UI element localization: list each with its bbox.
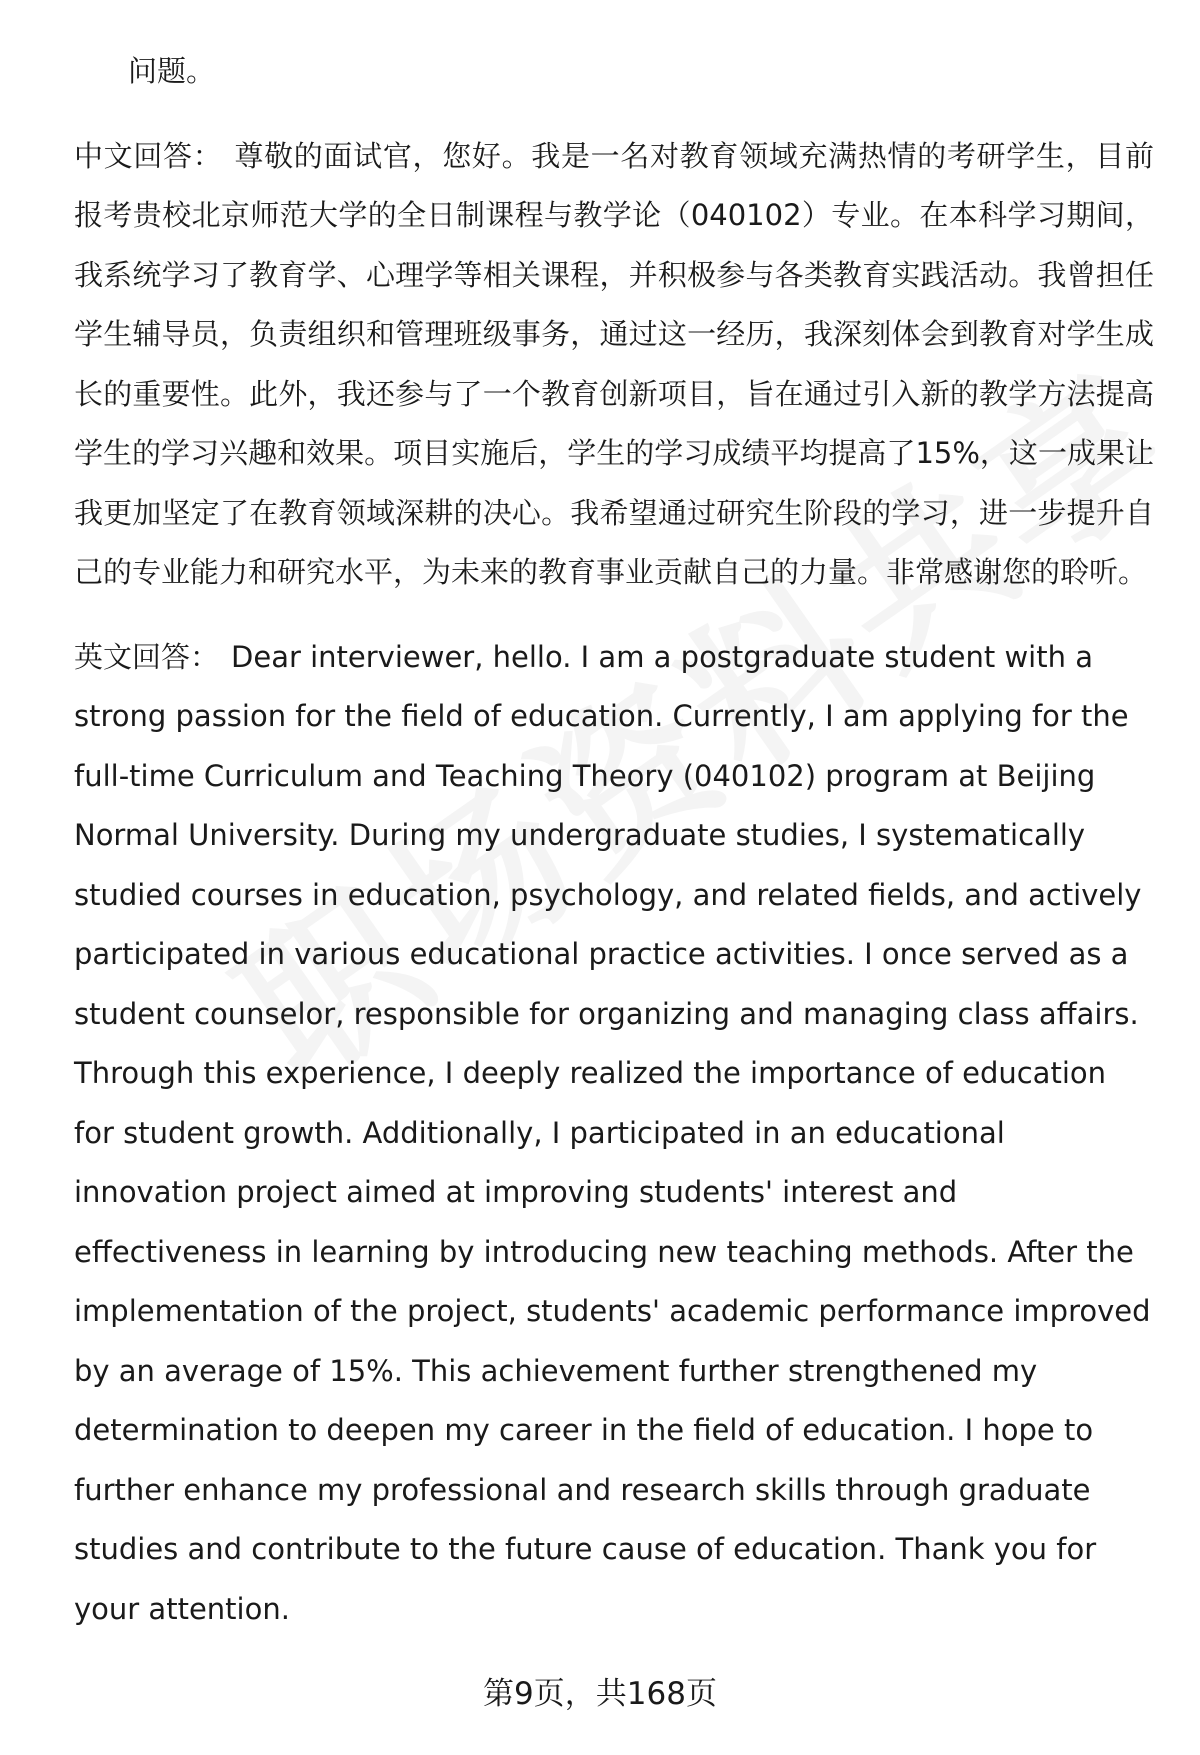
continuation-text: 问题。 <box>128 54 216 88</box>
page-content <box>74 42 1154 1639</box>
page-indicator: 第9页，共168页 <box>483 1676 717 1712</box>
chinese-answer-label: 中文回答： <box>74 138 223 173</box>
english-answer <box>74 628 1154 1640</box>
chinese-answer-text: 尊敬的面试官，您好。我是一名对教育领域充满热情的考研学生，目前报考贵校北京师范大学的全日制课程与教学论（040102）专业。在本科学习期间，我系统学习了教育学、心理学等相关课程，并积极参与各类教育实践活动。我曾担任学生辅导员，负责组织和管理班级事务，通过这一经历，我深刻体会到教育对学生成长的重要性。此外，我还参与了一个教育创新项目，旨在通过引入新的教学方法提高学生的学习兴趣和效果。项目实施后，学生的学习成绩平均提高了15%，这一成果让我更加坚定了在教育领域深耕的决心。我希望通过研究生阶段的学习，进一步提升自己的专业能力和研究水平，为未来的教育事业贡献自己的力量。非常感谢您的聆听。 <box>74 138 1154 589</box>
english-answer-text: Dear interviewer, hello. I am a postgraduate student with a strong passion for the field of education. Currently, I am applying for the full-time Curriculum and Teaching Theory (040102) program at Beijing Normal University. During my undergraduate studies, I systematically studied courses in education, psychology, and related fields, and actively participated in various educational practice activities. I once served as a student counselor, responsible for organizing and managing class affairs. Through this experience, I deeply realized the importance of education for student growth. Additionally, I participated in an educational innovation project aimed at improving students' interest and effectiveness in learning by introducing new teaching methods. After the implementation of the project, students' academic performance improved by an average of 15%. This achievement further strengthened my determination to deepen my career in the field of education. I hope to further enhance my professional and research skills through graduate studies and contribute to the future cause of education. Thank you for your attention. <box>74 639 1151 1626</box>
chinese-answer <box>74 127 1154 603</box>
english-answer-label: 英文回答： <box>74 639 220 674</box>
